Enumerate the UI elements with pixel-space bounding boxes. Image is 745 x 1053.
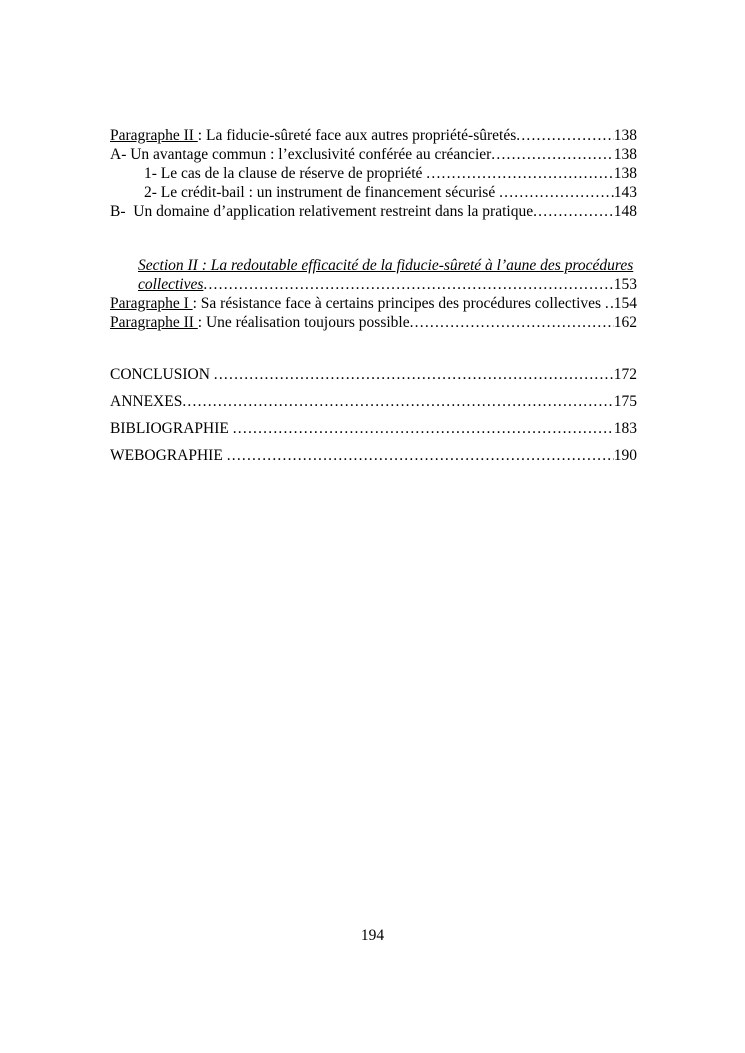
toc-entry-paragraphe-2b (110, 313, 637, 332)
toc-entry-text: ANNEXES (110, 393, 183, 410)
toc-entry-2 (110, 183, 637, 202)
toc-entry-annexes (110, 388, 637, 415)
toc-page-number: 154 (613, 295, 637, 312)
toc-page-number: 138 (613, 165, 637, 182)
toc-entry-conclusion (110, 361, 637, 388)
toc-entry-text: BIBLIOGRAPHIE (110, 420, 233, 437)
toc-entry-text: 2- Le crédit-bail : un instrument de financement sécurisé (144, 184, 500, 201)
toc-section-heading-text: Section II : La redoutable efficacité de la fiducie-sûreté à l’aune des procédures (138, 257, 634, 274)
toc-section-heading-text: collectives (138, 276, 204, 293)
toc-page-number: 143 (613, 184, 637, 201)
toc-entry-b (110, 202, 637, 221)
dot-leader (605, 294, 614, 313)
toc-page-number: 183 (613, 420, 637, 437)
toc-entry-paragraphe-1 (110, 294, 637, 313)
toc-page-number: 190 (613, 447, 637, 464)
footer (0, 926, 745, 945)
toc-page-number: 162 (613, 314, 637, 331)
dot-leader (182, 388, 613, 415)
toc-block-2 (110, 256, 637, 332)
toc-entry-text: A- Un avantage commun : l’exclusivité conférée au créancier (110, 146, 492, 163)
footer-page-number: 194 (360, 927, 385, 944)
toc-page-number: 172 (613, 366, 637, 383)
dot-leader (203, 275, 613, 294)
dot-leader (426, 164, 613, 183)
toc-entry-text: : Sa résistance face à certains principes des procédures collectives (192, 295, 605, 312)
toc-entry-prefix: Paragraphe I (110, 295, 193, 312)
toc-entry-text: : Une réalisation toujours possible (197, 314, 410, 331)
toc-page-number: 138 (613, 127, 637, 144)
toc-entry-text: CONCLUSION (110, 366, 214, 383)
toc-page-number: 138 (613, 146, 637, 163)
toc-entry-text: : La fiducie-sûreté face aux autres propriété-sûretés (197, 127, 517, 144)
toc-entry-1 (110, 164, 637, 183)
toc-section-heading-line2 (110, 275, 637, 294)
dot-leader (214, 361, 614, 388)
toc-page-number: 148 (613, 203, 637, 220)
toc-entry-text: 1- Le cas de la clause de réserve de propriété (144, 165, 427, 182)
dot-leader (227, 442, 614, 469)
toc-entry-bibliographie (110, 415, 637, 442)
dot-leader (533, 202, 614, 221)
toc-block-3 (110, 361, 637, 469)
toc-section-heading-line1 (110, 256, 637, 275)
toc-entry-text: B- Un domaine d’application relativement restreint dans la pratique (110, 203, 534, 220)
dot-leader (499, 183, 614, 202)
toc-entry-paragraphe-2 (110, 126, 637, 145)
toc-entry-text: WEBOGRAPHIE (110, 447, 227, 464)
toc-entry-prefix: Paragraphe II (110, 127, 198, 144)
toc-entry-webographie (110, 442, 637, 469)
dot-leader (491, 145, 613, 164)
dot-leader (516, 126, 614, 145)
dot-leader (410, 313, 614, 332)
toc-entry-prefix: Paragraphe II (110, 314, 198, 331)
toc-entry-a (110, 145, 637, 164)
dot-leader (233, 415, 614, 442)
toc-page-number: 153 (613, 276, 637, 293)
toc-page-number: 175 (613, 393, 637, 410)
toc-block-1 (110, 126, 637, 221)
